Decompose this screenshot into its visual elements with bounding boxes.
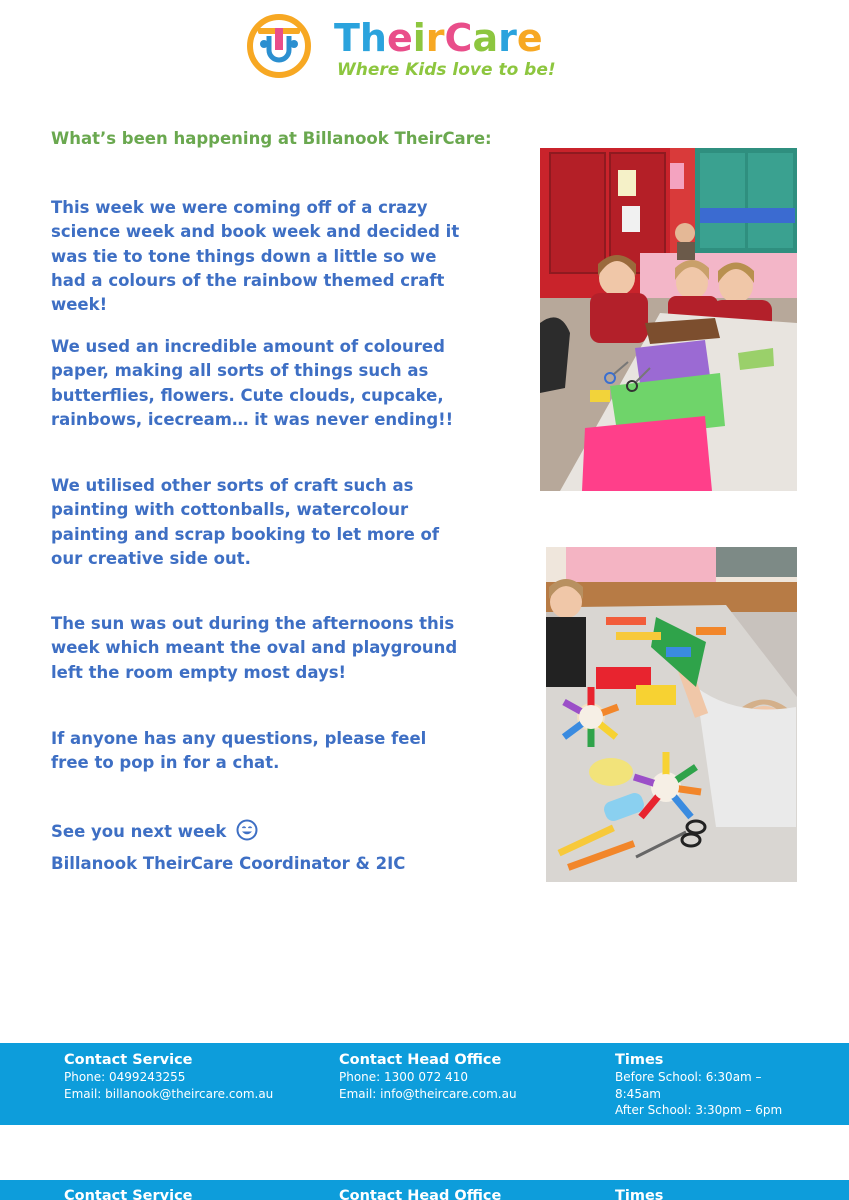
contact-service-email[interactable]: Email: billanook@theircare.com.au — [64, 1086, 274, 1101]
article-paragraph-1: This week we were coming off of a crazy science week and book week and decided it was tie to tone things down a little so we had a colours of the rainbow themed craft week! — [51, 198, 460, 315]
signoff-line — [51, 819, 461, 844]
footer-repeat-times — [615, 1187, 663, 1200]
article-heading: What’s been happening at Billanook TheirCare: — [51, 129, 492, 148]
craft-photo-children-at-table — [540, 148, 797, 491]
brand-wordmark: TheirCare — [334, 16, 543, 60]
times-title: Times — [615, 1052, 664, 1068]
head-office-phone: Phone: 1300 072 410 — [339, 1070, 469, 1084]
footer-contact-head-office — [339, 1051, 517, 1102]
signoff-text: See you next week — [51, 822, 227, 841]
repeat-contact-service-title: Contact Service — [64, 1188, 193, 1200]
head-office-title: Contact Head Office — [339, 1052, 502, 1068]
craft-photo-rainbow-crafts — [546, 547, 797, 882]
article-paragraph-4: The sun was out during the afternoons this week which meant the oval and playground left the room empty most days! — [51, 614, 458, 682]
footer-times — [615, 1051, 782, 1119]
brand-tagline: Where Kids love to be! — [337, 60, 556, 80]
times-before-school: Before School: 6:30am – — [615, 1070, 762, 1084]
article-paragraph-3: We utilised other sorts of craft such as painting with cottonballs, watercolour painting and scrap booking to let more of our creative side out. — [51, 476, 440, 568]
repeat-head-office-title: Contact Head Office — [339, 1188, 502, 1200]
contact-service-phone: Phone: 0499243255 — [64, 1070, 186, 1084]
theircare-logo — [244, 14, 574, 84]
contact-footer-repeat — [0, 1180, 849, 1200]
repeat-times-title: Times — [615, 1188, 664, 1200]
head-office-email[interactable]: Email: info@theircare.com.au — [339, 1086, 517, 1101]
article-paragraph-2: We used an incredible amount of coloured paper, making all sorts of things such as butterflies, flowers. Cute clouds, cupcake, rainbows, icecream… it was never ending!! — [51, 337, 454, 429]
footer-contact-service — [64, 1051, 273, 1102]
footer-repeat-contact-service — [64, 1187, 193, 1200]
footer-repeat-head-office — [339, 1187, 501, 1200]
article-paragraph-5: If anyone has any questions, please feel free to pop in for a chat. — [51, 729, 427, 773]
times-after-school: After School: 3:30pm – 6pm — [615, 1103, 783, 1117]
signature-line: Billanook TheirCare Coordinator & 2IC — [51, 854, 406, 873]
smiling-face-icon — [236, 819, 258, 841]
contact-footer — [0, 1043, 849, 1125]
times-before-school-end: 8:45am — [615, 1086, 661, 1101]
theircare-logo-mark-icon — [244, 14, 314, 78]
contact-service-title: Contact Service — [64, 1052, 193, 1068]
